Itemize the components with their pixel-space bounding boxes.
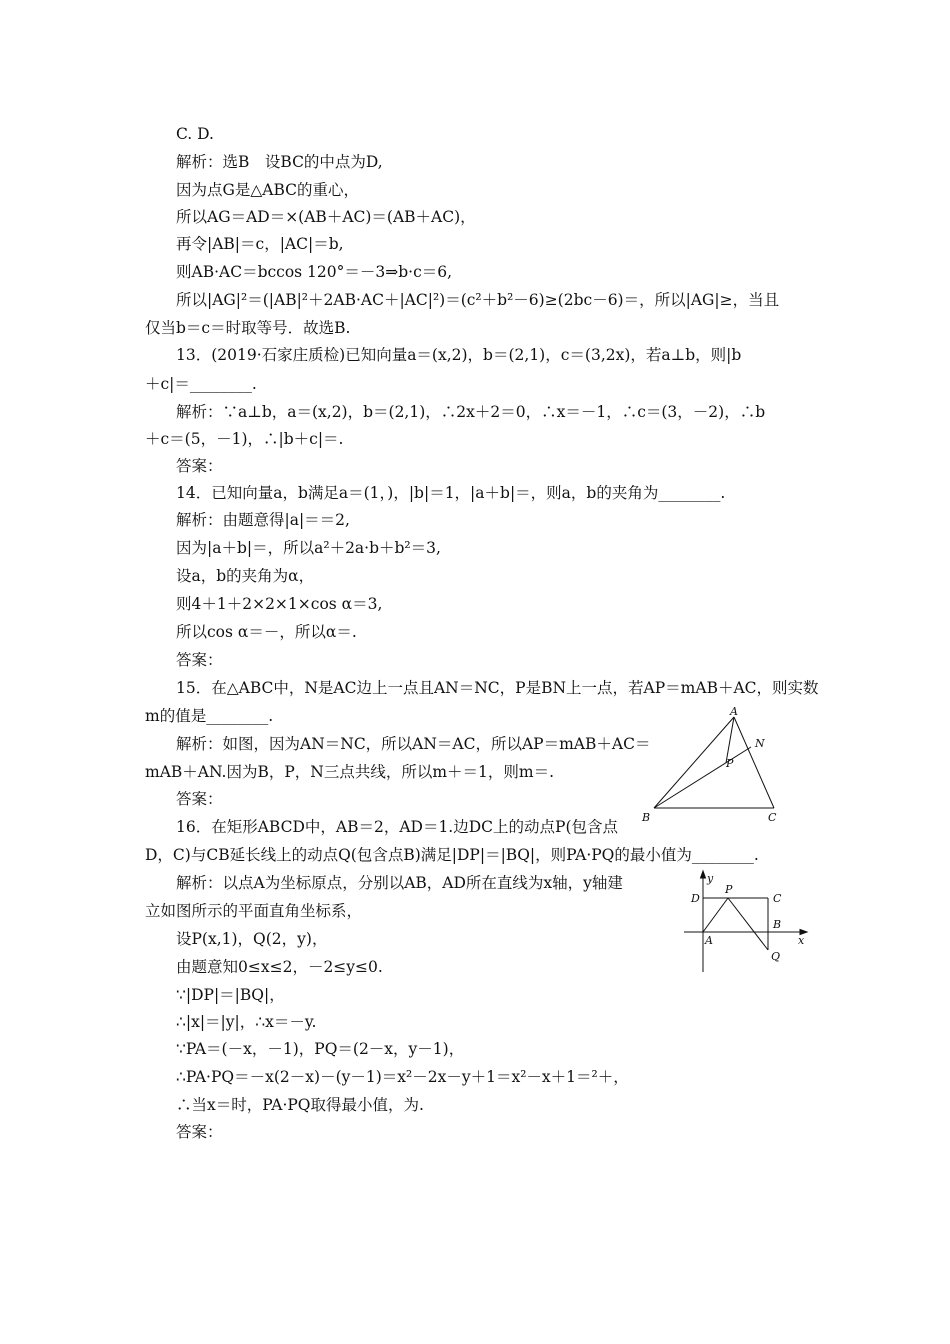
label-y: y xyxy=(707,872,714,885)
text-line: 解析：∵a⊥b，a＝(x,2)，b＝(2,1)，∴2x＋2＝0，∴x＝－1，∴c＝(3，－2)，∴b xyxy=(176,403,766,421)
text-line: ∵|DP|＝|BQ|， xyxy=(176,986,285,1004)
text-line: 解析：以点A为坐标原点，分别以AB，AD所在直线为x轴，y轴建 xyxy=(176,874,623,892)
text-line: ＋c＝(5，－1)，∴|b＋c|＝. xyxy=(145,430,344,448)
text-line: ∴PA·PQ＝－x(2－x)－(y－1)＝x²－2x－y＋1＝x²－x＋1＝²＋， xyxy=(176,1068,629,1086)
text-line: ＋c|＝________. xyxy=(145,375,257,393)
text-line: 因为|a＋b|＝，所以a²＋2a·b＋b²＝3, xyxy=(176,539,441,557)
segment-pq xyxy=(728,898,768,950)
text-line: 则4＋1＋2×2×1×cos α＝3, xyxy=(176,595,383,613)
label-n: N xyxy=(755,737,765,750)
text-line: 再令|AB|＝c，|AC|＝b, xyxy=(176,235,344,253)
question-14: 14．已知向量a，b满足a＝(1，)，|b|＝1，|a＋b|＝，则a，b的夹角为________. xyxy=(176,484,726,502)
text-line: 仅当b＝c＝时取等号．故选B. xyxy=(145,319,351,337)
answer-label: 答案： xyxy=(176,1123,223,1141)
text-line: m的值是________. xyxy=(145,707,274,725)
text-line: ∴|x|＝|y|，∴x＝－y. xyxy=(176,1013,317,1031)
label-x: x xyxy=(798,934,805,947)
text-line: 所以AG＝AD＝×(AB＋AC)＝(AB＋AC)， xyxy=(176,208,476,226)
text-line: 所以|AG|²＝(|AB|²＋2AB·AC＋|AC|²)＝(c²＋b²－6)≥(2bc－6)＝，所以|AG|≥，当且 xyxy=(176,291,780,309)
text-line: 解析：由题意得|a|＝＝2, xyxy=(176,511,350,529)
label-c: C xyxy=(773,892,782,905)
triangle-figure xyxy=(640,705,790,825)
label-b: B xyxy=(773,918,782,931)
text-line: ∵PA＝(－x，－1)，PQ＝(2－x，y－1)， xyxy=(176,1040,465,1058)
text-line: D，C)与CB延长线上的动点Q(包含点B)满足|DP|＝|BQ|，则PA·PQ的最小值为________. xyxy=(145,846,759,864)
coordinate-figure xyxy=(682,868,812,980)
text-line: 由题意知0≤x≤2，－2≤y≤0. xyxy=(176,958,383,976)
text-line: 则AB·AC＝bccos 120°＝－3⇒b·c＝6, xyxy=(176,263,453,281)
text-line: mAB＋AN.因为B，P，N三点共线，所以m＋＝1，则m＝. xyxy=(145,763,555,781)
text-line: 解析：选B 设BC的中点为D, xyxy=(176,153,383,171)
edge-ac xyxy=(734,717,774,808)
label-p: P xyxy=(725,883,733,896)
label-q: Q xyxy=(771,950,781,963)
label-b: B xyxy=(642,811,651,824)
text-line: 解析：如图，因为AN＝NC，所以AN＝AC，所以AP＝mAB＋AC＝ xyxy=(176,735,651,753)
question-16: 16．在矩形ABCD中，AB＝2，AD＝1.边DC上的动点P(包含点 xyxy=(176,818,619,836)
answer-label: 答案： xyxy=(176,790,223,808)
question-13: 13．(2019·石家庄质检)已知向量a＝(x,2)，b＝(2,1)，c＝(3,2x)，若a⊥b，则|b xyxy=(176,346,742,364)
text-line: 设a，b的夹角为α， xyxy=(176,567,315,585)
label-c: C xyxy=(768,811,777,824)
text-line: 立如图所示的平面直角坐标系， xyxy=(145,902,363,920)
label-d: D xyxy=(691,892,700,905)
label-a: A xyxy=(730,705,738,718)
answer-label: 答案： xyxy=(176,651,223,669)
text-line: 所以cos α＝－，所以α＝. xyxy=(176,623,357,641)
label-p: P xyxy=(726,757,734,770)
text-line: 因为点G是△ABC的重心， xyxy=(176,181,360,199)
segment-pa xyxy=(703,898,728,932)
text-line: C. D. xyxy=(176,125,214,143)
answer-label: 答案： xyxy=(176,457,223,475)
edge-ab xyxy=(654,717,734,808)
y-axis-arrow xyxy=(701,871,706,878)
question-15: 15．在△ABC中，N是AC边上一点且AN＝NC，P是BN上一点，若AP＝mAB＋AC，则实数 xyxy=(176,679,819,697)
text-line: ∴当x＝时，PA·PQ取得最小值，为. xyxy=(176,1096,424,1114)
label-a: A xyxy=(705,934,713,947)
segment-bn xyxy=(654,747,751,808)
text-line: 设P(x,1)，Q(2，y)， xyxy=(176,930,328,948)
